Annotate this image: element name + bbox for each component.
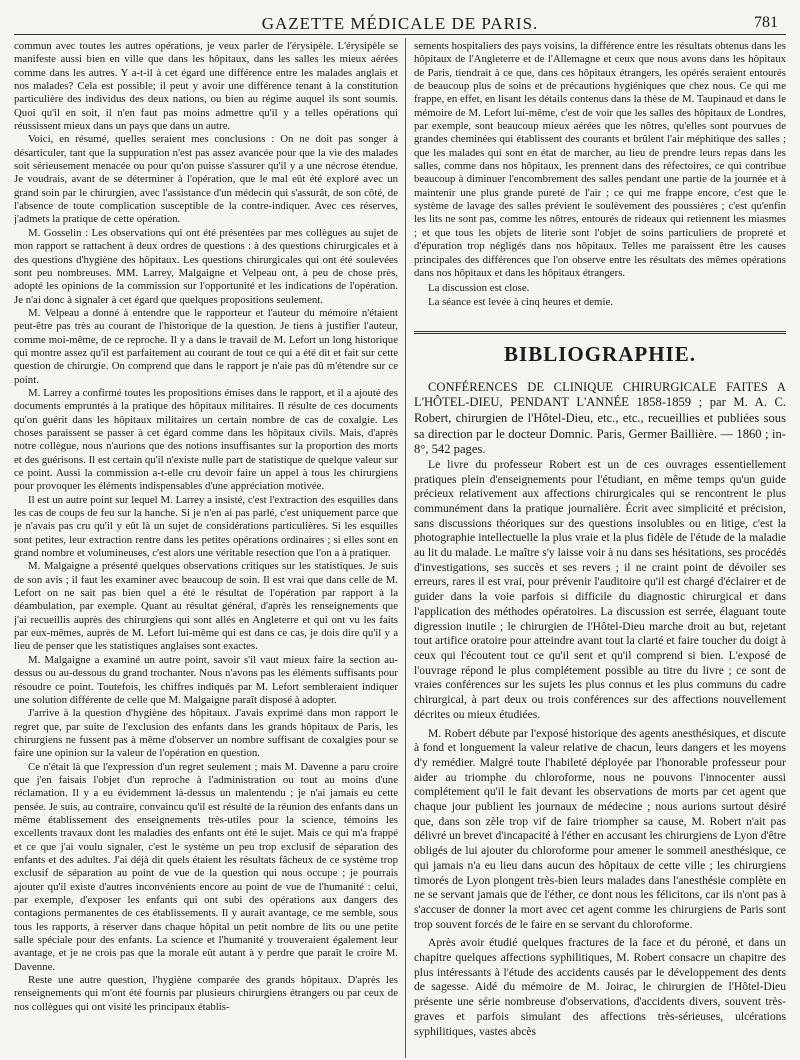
paragraph: M. Malgaigne a présenté quelques observations critiques sur les statistiques. Je suis de son avis ; il faut les examiner avec beaucoup de soin. Il est vrai que dans celle de M. Lefort on ne sait pas bien quel a été le résultat de l'opération par rapport à la déambulation, par exemple. Quant au résultat général, d'après les renseignements que j'ai recueillis auprès des chirurgiens qui sont allés en Angleterre et qui ont vu les faits par eux-mêmes, auprès de M. Lefort lui-même qui est dans ce cas, je dois dire qu'il y a lieu de penser que les statistiques anglaises sont exactes. xyxy=(14,560,398,653)
paragraph: J'arrive à la question d'hygiène des hôpitaux. J'avais exprimé dans mon rapport le regret que, par suite de l'exclusion des enfants dans les grands hôpitaux de Paris, les chirurgiens ne fussent pas à même d'observer un nombre suffisant de coxalgies pour se faire une opinion sur la valeur de l'opération en question. xyxy=(14,707,398,760)
paragraph: Il est un autre point sur lequel M. Larrey a insisté, c'est l'extraction des esquilles dans les cas de coups de feu sur la hanche. Si je n'en ai pas parlé, c'est uniquement parce que je n'avais pas cru qu'il y eût là un sujet de considérations particulières. Si les esquilles sont petites, leur extraction rentre dans les petites opérations ordinaires ; si elles sont en grand nombre et volumineuses, c'est alors une véritable resection que l'on a à pratiquer. xyxy=(14,493,398,560)
book-reference: CONFÉRENCES DE CLINIQUE CHIRURGICALE FAITES A L'HÔTEL-DIEU, PENDANT L'ANNÉE 1858-1859 ; par M. A. C. Robert, chirurgien de l'Hôtel-Dieu, etc., etc., recueillies et publiées sous sa direction par le docteur Domnic. Paris, Germer Baillière. — 1860 ; in-8°, 542 pages. xyxy=(414,379,786,457)
paragraph: sements hospitaliers des pays voisins, la différence entre les résultats obtenus dans les hôpitaux de l'Angleterre et de l'Allemagne et ceux que nous avons dans les hôpitaux de Paris, tiendrait à ce que, dans ces hôpitaux étrangers, les opérés seraient entourés de beaucoup plus de soins et de précautions hygiéniques que chez nous. Ce qui me frappe, en effet, en lisant les détails contenus dans la thèse de M. Taupinaud et dans le mémoire de M. Lefort lui-même, c'est de voir que les salles des hôpitaux de Londres, par exemple, sont beaucoup mieux aérées que les nôtres, qu'elles sont pourvues de grandes cheminées qui établissent des courants et brûlent l'air méphitique des salles ; que les malades qui sont en état de marcher, au lieu de prendre leurs repas dans les salles, comme dans nos hôpitaux, les prennent dans des réfectoires, ce qui contribue beaucoup à diminuer l'encombrement des salles pendant une partie de la journée et à maintenir une plus grande pureté de l'air ; ce qui me frappe encore, c'est que le système de lavage des salles prévient le soulèvement des poussières ; c'est qu'enfin les lits ne sont pas, comme les nôtres, entourés de rideaux qui retiennent les miasmes ; et que tous les objets de literie sont l'objet de soins particuliers de propreté et d'épuration trop négligés dans nos hôpitaux. Telles me paraissent être les causes principales des différences que l'on observe entre les résultats des mêmes opérations dans nos hôpitaux et dans les hôpitaux étrangers. xyxy=(414,40,786,279)
paragraph: Voici, en résumé, quelles seraient mes conclusions : On ne doit pas songer à désarticuler, tant que la suppuration n'est pas assez avancée pour que la vie des malades soit sérieusement menacée ou pour qu'on puisse s'assurer qu'il y a une nécrose étendue. Je voudrais, avant de se déterminer à l'opération, que le mal eût été exploré avec un grand soin par le chirurgien, avec l'assistance d'un médecin qui s'assurât, de son côté, de l'absence de toute complication susceptible de la contre-indiquer. Avec ces réserves, j'admets la pratique de cette opération. xyxy=(14,133,398,226)
running-head: GAZETTE MÉDICALE DE PARIS. xyxy=(261,14,539,33)
paragraph: Reste une autre question, l'hygiène comparée des grands hôpitaux. D'après les renseignements qui m'ont été fournis par plusieurs chirurgiens étrangers ou par ceux de nos collègues qui ont visité les principaux établis- xyxy=(14,974,398,1013)
review-paragraph: Après avoir étudié quelques fractures de la face et du péroné, et dans un chapitre quelques affections syphilitiques, M. Robert consacre un chapitre des plus intéressants à l'étude des accidents causés par le développement des dents de sagesse. Aidé du mémoire de M. Joirac, le chirurgien de l'Hôtel-Dieu présente une série nombreuse d'observations, d'accidents divers, souvent très-graves et parfois simulant des affections très-sérieuses, ulcérations syphilitiques, vastes abcès xyxy=(414,936,786,1038)
page-header xyxy=(14,6,786,36)
page-number: 781 xyxy=(754,14,778,31)
book-review xyxy=(414,458,786,1039)
left-column xyxy=(14,40,398,1058)
review-paragraph: Le livre du professeur Robert est un de ces ouvrages essentiellement pratiques plein d'enseignements pour l'étudiant, en même temps qu'un guide précieux relativement aux affections chirurgicales qui se rencontrent le plus communément dans la pratique journalière. Écrit avec simplicité et précision, sans discussions théoriques sur des questions insolubles ou en litige, c'est la photographie intellectuelle la plus vraie et la plus fidèle de l'étude de la maladie au lit du malade. Le maître s'y laisse voir à nu dans ses hésitations, ses procédés d'investigations, ses succès et ses revers ; il ne craint point de dévoiler ses erreurs, rares il est vrai, pour prévenir l'auditoire qu'il est chargé d'éclairer et de guider dans la voie parfois si difficile du diagnostic chirurgical et dans l'application des méthodes opératoires. La discussion est serrée, élaguant toute digression inutile ; le chirurgien de l'Hôtel-Dieu marche droit au but, rejetant tout artifice oratoire pour atteindre avant tout la clarté et faire toucher du doigt à ceux qui l'écoutent tout ce qu'il sent et qu'il comprend si bien. L'exposé de l'ouvrage répond le plus complétement possible au titre du livre ; ce sont de vraies conférences sur les sujets les plus connus et les plus communs du cadre chirurgical, à part deux ou trois conférences sur des affections nouvellement décrites ou mieux étudiées. xyxy=(414,457,786,721)
paragraph: M. Gosselin : Les observations qui ont été présentées par mes collègues au sujet de mon rapport se rattachent à deux ordres de questions : à des questions chirurgicales et à des questions d'hygiène des hôpitaux. Les questions chirurgicales qui ont été soulevées sont peu nombreuses. MM. Larrey, Malgaigne et Velpeau ont, à peu de chose près, adopté les opinions de la commission sur l'opportunité et les indications de l'opération. Je n'ai donc à signaler à cet égard que quelques propositions seulement. xyxy=(14,226,398,306)
session-line: La séance est levée à cinq heures et demie. xyxy=(428,295,613,308)
section-title: BIBLIOGRAPHIE. xyxy=(504,341,696,366)
right-column xyxy=(414,40,786,1058)
paragraph: M. Velpeau a donné à entendre que le rapporteur et l'auteur du mémoire n'étaient peut-être pas très au courant de l'historique de la question. Je tiens à justifier l'auteur, comme moi-même, de ce reproche. Il y a dans le travail de M. Lefort un long historique qui montre assez qu'il est parfaitement au courant de tout ce qui a été dit et fait sur cette question de chirurgie. On comprend que dans le rapport je n'aie pas dû m'étendre sur ce point. xyxy=(14,306,398,386)
column-divider xyxy=(405,38,406,1058)
paragraph: commun avec toutes les autres opérations, je veux parler de l'érysipèle. L'érysipèle se manifeste aussi bien en ville que dans les hôpitaux, dans les salles les mieux aérées comme dans les autres. Y a-t-il à cet égard une différence entre les malades anglais et nos malades? Cela est possible; il peut y avoir une différence tenant à la constitution particulière des individus des deux nations, ou bien au régime auquel ils sont soumis. Quoi qu'il en soit, il n'en faut pas moins admettre qu'il y a telles opérations qui réussissent mieux dans un pays que dans un autre. xyxy=(14,40,398,133)
header-rule xyxy=(14,34,786,35)
paragraph: M. Malgaigne a examiné un autre point, savoir s'il vaut mieux faire la section au-dessus ou au-dessous du grand trochanter. Nous n'avons pas les éléments suffisants pour résoudre ce point. Toutefois, les chiffres indiqués par M. Lefort sembleraient indiquer une solution différente de celle que M. Malgaigne paraît disposé à adopter. xyxy=(14,653,398,706)
review-paragraph: M. Robert débute par l'exposé historique des agents anesthésiques, et discute à fond et longuement la valeur relative de chacun, leurs dangers et les moyens d'y remédier. Malgré toute l'habileté déployée par l'honorable professeur pour aider au triomphe du chloroforme, nous ne pouvons l'innocenter aussi complétement qu'il le fait devant les observations de morts par cet agent que chaque jour publient les journaux de médecine ; nous aurions surtout désiré que, dans son zèle trop vif de faire triompher sa cause, M. Robert n'ait pas délivré un brevet d'incapacité à l'éther en accusant les chirurgiens de Lyon d'être obligés de lui ajouter du chloroforme pour amener le sommeil anesthésique, ce qui jamais n'a eu lieu dans aucun des hôpitaux de cette ville ; les chirurgiens timorés de Lyon plongent très-bien leurs malades dans l'anesthésie complète en ne se servant jamais que de l'éther, ce dont nous les félicitons, car ils n'ont pas à s'accuser de donner la mort avec cet agent comme les chirurgiens de Paris sont trop souvent forcés de le faire en se servant du chloroforme. xyxy=(414,726,786,931)
section-rule xyxy=(414,331,786,334)
session-line: La discussion est close. xyxy=(428,282,530,295)
paragraph: M. Larrey a confirmé toutes les propositions émises dans le rapport, et il a ajouté des documents empruntés à la pratique des hôpitaux militaires. Il résulte de ces documents qu'on guérit dans les hôpitaux militaires un certain nombre de cas de coxalgie. Les choses paraissent se passer à cet égard comme dans les hôpitaux civils. Mais, d'après notre collègue, nous n'aurions que des notions insuffisantes sur la proportion des morts et des guérisons. Il est certain qu'il n'existe nulle part de statistique de quelque valeur sur ce point. Aussi la commission a-t-elle cru devoir faire un appel à tous les chirurgiens pour provoquer les éléments indispensables d'une appréciation motivée. xyxy=(14,386,398,493)
paragraph: Ce n'était là que l'expression d'un regret seulement ; mais M. Davenne a paru croire que j'en faisais l'objet d'un reproche à l'administration ou tout au moins d'une réclamation. Il y a eu évidemment là-dessus un malentendu ; je n'ai jamais eu cette pensée. Je suis, au contraire, convaincu qu'il est résulté de la réunion des enfants dans un même établissement des enseignements très-utiles pour la science, témoins les excellents travaux dont les maladies des enfants ont été le sujet. Mais ce qui m'a frappé et ce que j'ai voulu signaler, c'est le système un peu trop exclusif de séparation des enfants et des adultes. J'ai déjà dit quels étaient les résultats fâcheux de ce système trop exclusif de séparation au point de vue de la question qui nous occupe ; je pourrais ajouter qu'il existe d'autres inconvénients encore au point de vue de l'humanité : celui, par exemple, d'exposer les enfants qui ont subi des opérations aux dangers des contagions permanentes de ces établissements. Il y aurait avantage, ce me semble, sous tous les rapports, à réserver dans chaque hôpital un petit nombre de lits ou une petite salle spéciale pour des enfants. La science et l'humanité y trouveraient également leur avantage, et je ne crois pas que la morale eût autant à y perdre que paraît le croire M. Davenne. xyxy=(14,760,398,973)
